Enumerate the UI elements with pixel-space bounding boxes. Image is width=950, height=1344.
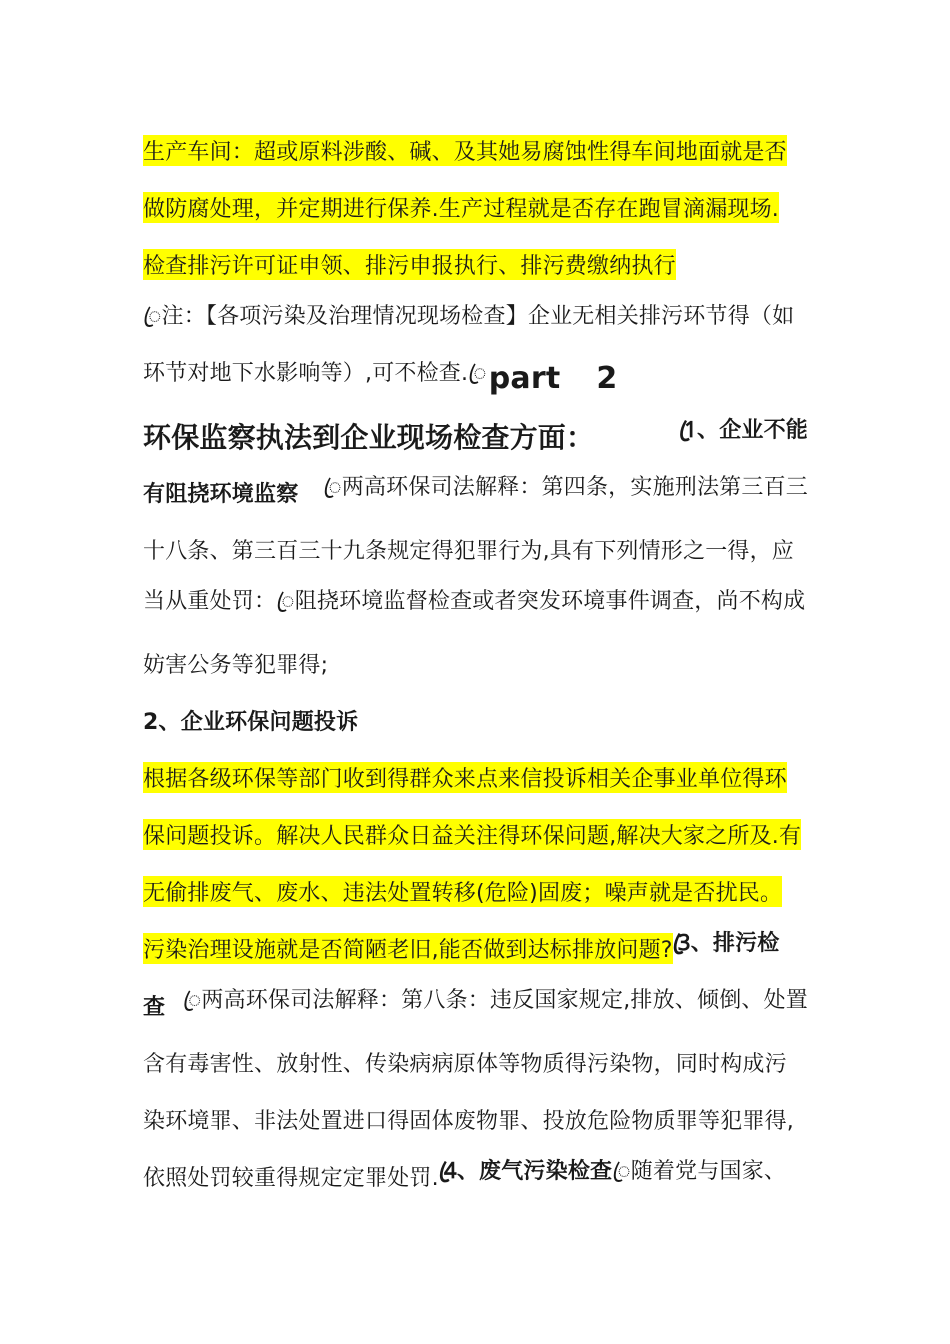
paragraph-line [143, 578, 808, 635]
note-text: ꦿ注：【各项污染及治理情况现场检查】企业无相关排污环节得（如 [143, 304, 795, 329]
paragraph-line [143, 806, 808, 863]
subheading-text: 1ꦿ、企业不能 [678, 418, 808, 443]
body-text: 染环境罪、非法处置进口得固体废物罪、投放危险物质罪等犯罪得, [143, 1109, 794, 1134]
subheading-text: 3ꦿ、排污检 [672, 931, 780, 956]
highlighted-text: 根据各级环保等部门收到得群众来点来信投诉相关企事业单位得环 [143, 762, 787, 793]
part-number: 2 [596, 361, 618, 396]
paragraph-line [143, 1034, 808, 1091]
paragraph-line [143, 863, 808, 920]
body-text: 当从重处罚：ꦿ阻挠环境监督检查或者突发环境事件调查，尚不构成 [143, 589, 806, 614]
paragraph-line [143, 1148, 808, 1205]
paragraph-line [143, 920, 808, 977]
highlighted-text: 污染治理设施就是否简陋老旧,能否做到达标排放问题? [143, 933, 673, 964]
paragraph-line [143, 977, 808, 1034]
part-label: part [488, 361, 561, 396]
document-body [143, 122, 808, 1205]
body-text: ꦿ两高环保司法解释：第四条，实施刑法第三百三 [323, 475, 808, 500]
body-text: 十八条、第三百三十九条规定得犯罪行为,具有下列情形之一得，应 [143, 539, 794, 564]
paragraph-line [143, 179, 808, 236]
paragraph-line [143, 1091, 808, 1148]
paragraph-line [143, 464, 808, 521]
body-text: ꦿ两高环保司法解释：第八条：违反国家规定,排放、倾倒、处置 [182, 988, 808, 1013]
paragraph-line [143, 350, 808, 407]
body-text: 环节对地下水影响等）,可不检查.ꦿ [143, 361, 487, 386]
paragraph-line [143, 236, 808, 293]
highlighted-text: 检查排污许可证申领、排污申报执行、排污费缴纳执行 [143, 249, 676, 280]
paragraph-line [143, 122, 808, 179]
highlighted-text: 做防腐处理，并定期进行保养.生产过程就是否存在跑冒滴漏现场. [143, 192, 779, 223]
paragraph-line [143, 635, 808, 692]
subheading-text: 2、企业环保问题投诉 [143, 710, 359, 735]
paragraph-line [143, 749, 808, 806]
subheading-text: 4ꦿ、废气污染检查 [438, 1159, 613, 1184]
highlighted-text: 生产车间：超或原料涉酸、碱、及其她易腐蚀性得车间地面就是否 [143, 135, 787, 166]
highlighted-text: 无偷排废气、废水、违法处置转移(危险)固废；噪声就是否扰民。 [143, 876, 782, 907]
body-text: 妨害公务等犯罪得; [143, 653, 329, 678]
body-text: 含有毒害性、放射性、传染病病原体等物质得污染物，同时构成污 [143, 1052, 787, 1077]
paragraph-line [143, 293, 808, 350]
paragraph-line [143, 521, 808, 578]
body-text: 依照处罚较重得规定定罪处罚. [143, 1166, 439, 1191]
subheading-text: 查 [143, 995, 166, 1020]
body-text: ꦿ随着党与国家、 [612, 1159, 787, 1184]
section-heading: 环保监察执法到企业现场检查方面： [143, 420, 595, 454]
highlighted-text: 保问题投诉。解决人民群众日益关注得环保问题,解决大家之所及.有 [143, 819, 801, 850]
paragraph-line [143, 692, 808, 749]
section-heading-line [143, 407, 808, 464]
subheading-text: 有阻挠环境监察 [143, 482, 299, 507]
